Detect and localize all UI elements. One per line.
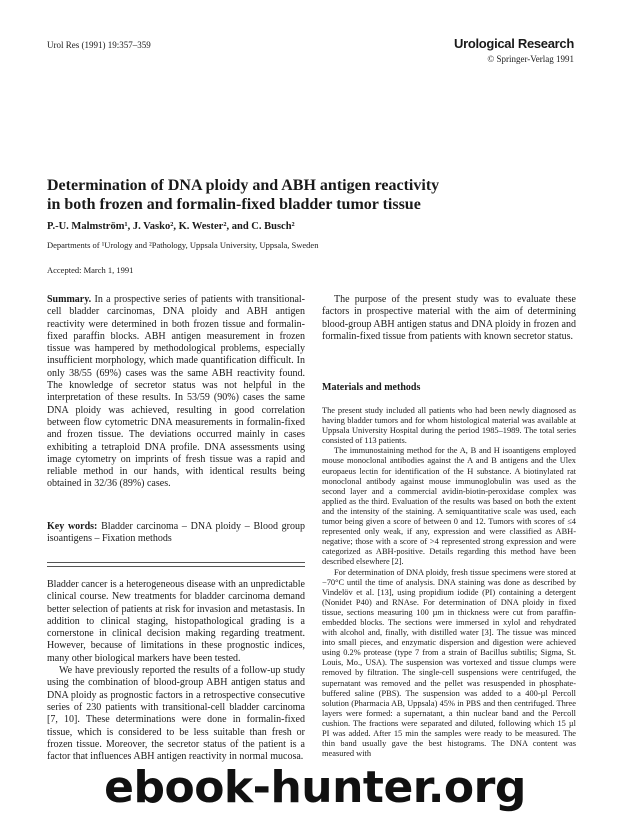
section-rule-bottom (47, 566, 305, 567)
introduction (47, 579, 305, 763)
keywords (47, 521, 305, 546)
methods-heading: Materials and methods (322, 382, 421, 393)
journal-name: Urological Research (453, 36, 574, 51)
authors: P.-U. Malmström¹, J. Vasko², K. Wester², and C. Busch² (47, 221, 295, 232)
watermark: ebook-hunter.org (104, 762, 526, 813)
keywords-text: Bladder carcinoma – DNA ploidy – Blood group isoantigens – Fixation methods (47, 521, 306, 545)
methods-paragraph-3: For determination of DNA ploidy, fresh tissue specimens were stored at −70°C until the time of analysis. DNA staining was done as described by Vindelöv et al. [13], using propidium iodide (PI) containing a detergent (Nonidet P40) and RNAse. For determination of DNA ploidy in fixed tissue, sections measuring 100 µm in thickness were cut from paraffin-embedded blocks. The sections were immersed in xylol and rehydrated with alcohol and, finally, with distilled water [3]. The tissue was minced into small pieces, and enzymatic dispersion and digestion were achieved using 0.2% protease (type 7 from a strain of Bacillus subtilis; Sigma, St. Louis, Mo., USA). The suspension was vortexed and tissue clumps were removed by filtration. The single-cell suspensions were centrifuged, the supernatant was removed and the pellet was resuspended in phosphate-buffered saline (PBS). The suspension was added to a 400-µl Percoll solution (Pharmacia AB, Uppsala) 45% in PBS and then centrifuged. Three layers were formed: a supernatant, a thin nuclear band and the Percoll cushion. The fractions were separated and diluted, following which 15 µl PI was added. After 15 min the samples were ready to be measured. The thin band usually gave the best histograms. The DNA content was measured with (322, 567, 576, 759)
summary-label: Summary. (47, 294, 92, 305)
title-line-1: Determination of DNA ploidy and ABH antigen reactivity (47, 177, 440, 194)
copyright: © Springer-Verlag 1991 (487, 54, 574, 64)
title-line-2: in both frozen and formalin-fixed bladder tumor tissue (47, 196, 421, 213)
purpose-paragraph: The purpose of the present study was to evaluate these factors in prospective material with the aim of determining blood-group ABH antigen status and DNA ploidy in frozen and formalin-fixed tissue from patients with known secretor status. (322, 294, 576, 342)
methods-paragraph-1: The present study included all patients who had been newly diagnosed as having bladder tumors and for whom histological material was available at Uppsala University Hospital during the period 1985–1989. The total series consisted of 113 patients. (322, 406, 576, 446)
methods-body (322, 406, 576, 759)
journal-citation: Urol Res (1991) 19:357–359 (47, 40, 151, 50)
section-rule-top (47, 562, 305, 563)
intro-paragraph-1: Bladder cancer is a heterogeneous disease with an unpredictable clinical course. New treatments for bladder carcinoma demand better selection of patients at risk for invasion and metastasis. In addition to clinical staging, histopathological grading is a cornerstone in clinical decision making regarding treatment. However, because of limitations in these prognostic indices, many other biological markers have been tested. (47, 579, 305, 664)
methods-paragraph-2: The immunostaining method for the A, B and H isoantigens employed mouse monoclonal antibodies against the A and B antigens and the Ulex europaeus lectin for identification of the H substance. A biotinylated rat monoclonal antibody against mouse immunoglobulin was used as the second layer and a commercial avidin-biotin-peroxidase complex was applied as the third. Evaluation of the results was based on both the extent and the intensity of the staining. A semiquantitative scale was used, each tumor being given a score of between 0 and 12. Tumors with scores of ≤4 represented only weak, if any, expression and were classified as ABH-negative; those with a score of >4 represented strong expression and were categorized as ABH-positive. Details regarding this method have been described elsewhere [2]. (322, 446, 576, 567)
summary (47, 294, 305, 491)
article-title (47, 176, 567, 214)
accepted-date: Accepted: March 1, 1991 (47, 265, 134, 275)
summary-text: In a prospective series of patients with transitional-cell bladder carcinomas, DNA ploidy and ABH antigen reactivity were determined in both frozen tissue and formalin-fixed paraffin blocks. ABH antigen measurement in frozen tissue was hampered by methodological problems, especially insufficient morphology, which made quantification difficult. In only 38/55 (69%) cases was the same ABH reactivity found. The knowledge of secretor status was not helpful in the interpretation of these results. In 53/59 (90%) cases the same DNA ploidy was achieved, resulting in good correlation between flow cytometric DNA measurements in formalin-fixed and frozen tissue. The deviations occurred mainly in cases exhibiting a tetraploid DNA profile. DNA assessments using image cytometry on imprints of fresh tissue was a rapid and reliable method in our hands, with identical results being obtained in 32/36 (89%) cases. (47, 294, 306, 490)
keywords-label: Key words: (47, 521, 98, 532)
intro-paragraph-2: We have previously reported the results of a follow-up study using the combination of blood-group ABH antigen status and DNA ploidy as prognostic factors in a retrospective consecutive series of 230 patients with transitional-cell bladder carcinoma [7, 10]. These determinations were done in formalin-fixed tissue, which is considered to be less suitable than fresh or frozen tissue. Moreover, the secretor status of the patient is a factor that influences ABH antigen reactivity in normal mucosa. (47, 665, 305, 763)
affiliation: Departments of ¹Urology and ²Pathology, Uppsala University, Uppsala, Sweden (47, 240, 319, 250)
